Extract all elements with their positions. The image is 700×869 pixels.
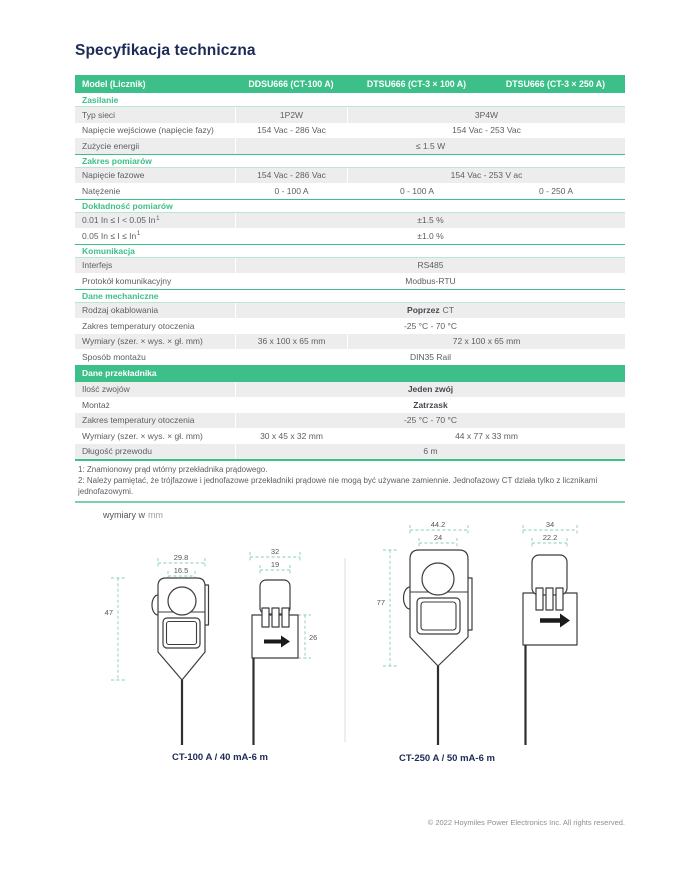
- row-label: Sposób montażu: [82, 351, 146, 362]
- clamp-prong: [556, 588, 563, 610]
- column-header-model: Model (Licznik): [82, 79, 146, 89]
- row-value: 6 m: [235, 444, 625, 460]
- row-value: 0 - 100 A: [347, 183, 486, 199]
- conductor-hole: [168, 587, 196, 615]
- section-header-zasilanie: Zasilanie: [75, 93, 625, 107]
- ct250-side-view: [523, 520, 577, 745]
- table-row: [75, 349, 625, 365]
- row-label: Wymiary (szer. × wys. × gł. mm): [82, 336, 203, 347]
- row-value: 154 Vac - 286 Vac: [235, 123, 347, 139]
- dim-width-inner: 22.2: [542, 533, 558, 542]
- table-row: [75, 413, 625, 429]
- clamp-prong: [536, 588, 543, 610]
- row-label: Natężenie: [82, 185, 121, 196]
- table-header-row: [75, 75, 625, 93]
- row-label: Rodzaj okablowania: [82, 305, 159, 316]
- row-value: 3P4W: [347, 107, 625, 123]
- spec-table: [75, 75, 625, 503]
- table-row: [75, 318, 625, 334]
- row-label: Napięcie wejściowe (napięcie fazy): [82, 125, 214, 136]
- dimension-note: wymiary w mm: [103, 510, 163, 520]
- conductor-hole: [422, 563, 454, 595]
- clamp-prong: [546, 588, 553, 610]
- column-header-ddsu666: DDSU666 (CT-100 A): [248, 79, 334, 89]
- row-value: RS485: [235, 258, 625, 274]
- clamp-prong: [272, 608, 279, 627]
- row-label: Ilość zwojów: [82, 384, 130, 395]
- dim-height: 77: [376, 598, 385, 607]
- row-label: Napięcie fazowe: [82, 170, 145, 181]
- row-value: Jeden zwój: [235, 382, 625, 398]
- row-label: 0.05 In ≤ I ≤ In $^1$: [82, 230, 141, 241]
- row-value: 36 x 100 x 65 mm: [235, 334, 347, 350]
- table-row: [75, 138, 625, 154]
- table-row: [75, 273, 625, 289]
- caption-ct250: CT-250 A / 50 mA-6 m: [399, 753, 495, 764]
- row-label: 0.01 In ≤ I < 0.05 In $^1$: [82, 214, 160, 226]
- page-title: Specyfikacja techniczna: [75, 42, 256, 59]
- dimension-unit: mm: [148, 510, 163, 520]
- section-header-komunikacja: Komunikacja: [75, 244, 625, 258]
- ct100-front-view: [105, 553, 209, 745]
- section-header-dokladnosc: Dokładność pomiarów: [75, 199, 625, 213]
- row-value: DIN35 Rail: [235, 349, 625, 365]
- row-value: -25 °C - 70 °C: [235, 318, 625, 334]
- clamp-prong: [262, 608, 269, 627]
- row-value: 154 Vac - 253 V ac: [347, 168, 625, 184]
- ct-diagrams: [75, 518, 625, 750]
- ct100-side-view: [250, 547, 317, 745]
- column-header-dtsu666-250: DTSU666 (CT-3 × 250 A): [505, 79, 606, 89]
- footnote-2: 2: Należy pamiętać, że trójfazowe i jednofazowe przekładniki prądowe nie mogą być używane zamiennie. Jednofazowy CT działa tylko z licznikami jednofazowymi.: [78, 476, 598, 496]
- label-window: [417, 598, 460, 634]
- label-window: [163, 618, 200, 648]
- row-label: Protokół komunikacyjny: [82, 275, 172, 286]
- row-value: ±1.0 %: [235, 228, 625, 244]
- table-row: [75, 213, 625, 229]
- dim-height: 47: [104, 608, 113, 617]
- row-value: 44 x 77 x 33 mm: [347, 428, 625, 444]
- row-value: 72 x 100 x 65 mm: [347, 334, 625, 350]
- dim-width-inner: 19: [270, 560, 280, 569]
- row-label: Zakres temperatury otoczenia: [82, 415, 195, 426]
- footnotes: [75, 459, 625, 503]
- dim-width-outer: 34: [545, 520, 555, 529]
- table-row: [75, 382, 625, 398]
- row-label: Interfejs: [82, 260, 113, 271]
- table-row: [75, 228, 625, 244]
- section-bar-przekladnik: Dane przekładnika: [75, 365, 625, 382]
- row-value: 1P2W: [235, 107, 347, 123]
- row-value: 30 x 45 x 32 mm: [235, 428, 347, 444]
- footnote-1: 1: Znamionowy prąd wtórny przekładnika prądowego.: [78, 465, 268, 474]
- caption-ct100: CT-100 A / 40 mA-6 m: [172, 752, 268, 763]
- footer-copyright: © 2022 Hoymiles Power Electronics Inc. All rights reserved.: [427, 818, 625, 827]
- row-value: Poprzez CT: [235, 303, 625, 319]
- dim-width-outer: 29.8: [173, 553, 189, 562]
- row-value: 154 Vac - 253 Vac: [347, 123, 625, 139]
- table-row: [75, 107, 625, 123]
- row-value: 0 - 250 A: [486, 183, 625, 199]
- row-label: Zakres temperatury otoczenia: [82, 320, 195, 331]
- column-header-dtsu666-100: DTSU666 (CT-3 × 100 A): [366, 79, 467, 89]
- footnote-ref: 1: [136, 230, 141, 238]
- row-value: Modbus-RTU: [235, 273, 625, 289]
- row-label: Typ sieci: [82, 109, 116, 120]
- table-row: [75, 428, 625, 444]
- row-value: -25 °C - 70 °C: [235, 413, 625, 429]
- table-row: [75, 168, 625, 184]
- row-value: 0 - 100 A: [235, 183, 347, 199]
- section-header-mechaniczne: Dane mechaniczne: [75, 289, 625, 303]
- footnote-ref: 1: [155, 214, 160, 222]
- row-label: Montaż: [82, 399, 110, 410]
- row-label: Zużycie energii: [82, 140, 140, 151]
- ct250-front-view: [377, 520, 472, 745]
- dim-height: 26: [309, 633, 318, 642]
- dim-width-outer: 44.2: [430, 520, 446, 529]
- table-row: [75, 183, 625, 199]
- row-label: Długość przewodu: [82, 446, 152, 457]
- table-row: [75, 334, 625, 350]
- table-row: [75, 258, 625, 274]
- clamp-prong: [282, 608, 289, 627]
- dim-width-outer: 32: [270, 547, 280, 556]
- table-row: [75, 123, 625, 139]
- row-value: ≤ 1.5 W: [235, 138, 625, 154]
- section-header-zakres: Zakres pomiarów: [75, 154, 625, 168]
- row-value: 154 Vac - 286 Vac: [235, 168, 347, 184]
- dim-width-inner: 24: [433, 533, 443, 542]
- table-row: [75, 303, 625, 319]
- dim-width-inner: 16.5: [173, 566, 189, 575]
- row-value: Zatrzask: [235, 397, 625, 413]
- table-row: [75, 444, 625, 460]
- table-row: [75, 397, 625, 413]
- row-label: Wymiary (szer. × wys. × gł. mm): [82, 430, 203, 441]
- row-value: ±1.5 %: [235, 213, 625, 229]
